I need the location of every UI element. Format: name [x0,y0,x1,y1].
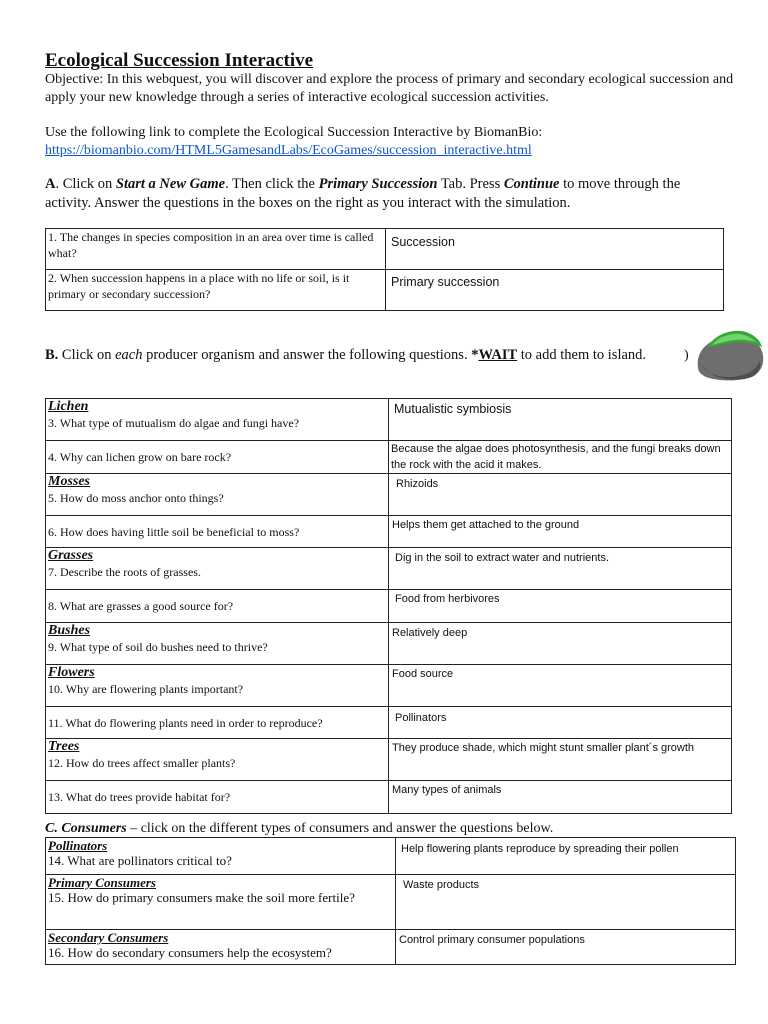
question-cell: Bushes 9. What type of soil do bushes need to thrive? [46,623,389,665]
answer-cell[interactable]: Mutualistic symbiosis [389,399,732,441]
question-cell: 13. What do trees provide habitat for? [46,781,389,814]
pollinators-heading: Pollinators [48,838,108,853]
table-row [46,739,732,781]
grasses-heading: Grasses [48,548,94,563]
answer-cell[interactable]: Control primary consumer populations [396,930,736,965]
question-cell: Grasses 7. Describe the roots of grasses. [46,548,389,590]
table-row [46,548,732,590]
question-cell: Mosses 5. How do moss anchor onto things? [46,474,389,516]
secondary-consumers-heading: Secondary Consumers [48,930,169,945]
answer-cell[interactable]: Rhizoids [389,474,732,516]
answer-cell[interactable]: They produce shade, which might stunt smaller plant´s growth [389,739,732,781]
answer-cell[interactable]: Helps them get attached to the ground [389,516,732,548]
question-cell: Secondary Consumers 16. How do secondary consumers help the ecosystem? [46,930,396,965]
table-row [46,474,732,516]
answer-cell[interactable]: Primary succession [386,270,724,311]
stray-character: ) [684,348,689,363]
question-cell: 8. What are grasses a good source for? [46,590,389,623]
answer-cell[interactable]: Help flowering plants reproduce by spreading their pollen [396,838,736,875]
answer-cell[interactable]: Food source [389,665,732,707]
section-c-instructions: C. Consumers – click on the different types of consumers and answer the questions below. [45,821,554,836]
question-cell: 2. When succession happens in a place with no life or soil, is it primary or secondary succession? [46,270,386,311]
table-row [46,781,732,814]
table-row [46,707,732,739]
question-cell: Pollinators 14. What are pollinators critical to? [46,838,396,875]
section-b-instructions: B. Click on each producer organism and answer the following questions. *WAIT to add them to island. [45,347,647,363]
table-row [46,516,732,548]
table-row [46,665,732,707]
question-cell: Lichen 3. What type of mutualism do algae and fungi have? [46,399,389,441]
table-row [46,229,724,270]
table-row [46,838,736,875]
question-cell: 6. How does having little soil be beneficial to moss? [46,516,389,548]
table-row [46,441,732,474]
answer-cell[interactable]: Many types of animals [389,781,732,814]
lichen-heading: Lichen [48,399,89,414]
bushes-heading: Bushes [48,623,91,638]
page-title: Ecological Succession Interactive [45,50,314,71]
mossy-rock-icon [694,325,766,381]
table-row [46,875,736,930]
section-a-instructions: A. Click on Start a New Game. Then click the Primary Succession Tab. Press Continue to move through the activity. Answer the questions in the boxes on the right as you interact with the simulation. [45,176,681,211]
answer-cell[interactable]: Relatively deep [389,623,732,665]
question-cell: 11. What do flowering plants need in order to reproduce? [46,707,389,739]
table-row [46,270,724,311]
table-row [46,399,732,441]
answer-cell[interactable]: Dig in the soil to extract water and nutrients. [389,548,732,590]
question-cell: 4. Why can lichen grow on bare rock? [46,441,389,474]
link-intro-text: Use the following link to complete the Ecological Succession Interactive by BiomanBio: [45,125,543,140]
consumers-table [45,837,736,965]
simulation-link[interactable]: https://biomanbio.com/HTML5GamesandLabs/EcoGames/succession_interactive.html [45,143,532,158]
table-row [46,930,736,965]
answer-cell[interactable]: Food from herbivores [389,590,732,623]
flowers-heading: Flowers [48,665,95,680]
mosses-heading: Mosses [48,474,91,489]
producer-organisms-table [45,398,732,814]
primary-consumers-heading: Primary Consumers [48,875,156,890]
question-cell: Primary Consumers 15. How do primary consumers make the soil more fertile? [46,875,396,930]
answer-cell[interactable]: Succession [386,229,724,270]
objective-text: Objective: In this webquest, you will discover and explore the process of primary and secondary ecological succession and apply your new knowledge through a series of interactive ecological succession activities. [45,72,734,105]
question-cell: Trees 12. How do trees affect smaller plants? [46,739,389,781]
answer-cell[interactable]: Pollinators [389,707,732,739]
answer-cell[interactable]: Waste products [396,875,736,930]
question-cell: Flowers 10. Why are flowering plants important? [46,665,389,707]
table-row [46,590,732,623]
trees-heading: Trees [48,739,80,754]
answer-cell[interactable]: Because the algae does photosynthesis, and the fungi breaks down the rock with the acid it makes. [389,441,732,474]
question-cell: 1. The changes in species composition in an area over time is called what? [46,229,386,270]
section-a-table [45,228,724,311]
table-row [46,623,732,665]
